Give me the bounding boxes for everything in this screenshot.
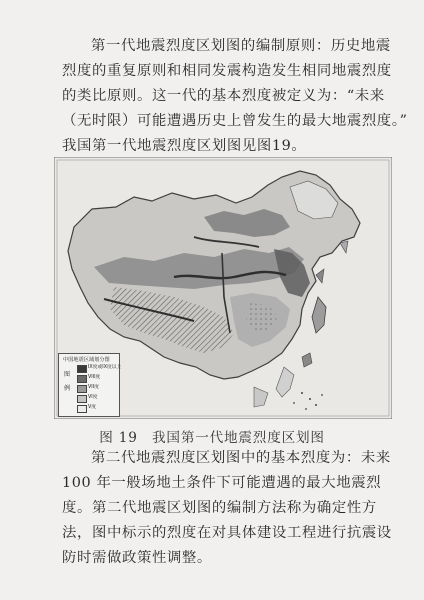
- legend-label: VII度: [88, 385, 99, 390]
- paragraph-1: [62, 34, 408, 159]
- legend-swatch: [77, 405, 87, 413]
- legend-label: IX度或IX度以上: [88, 365, 122, 370]
- paragraph-line: 度。第二代地震区划图的编制方法称为确定性方: [62, 500, 377, 516]
- legend-title: 中国地震区域划分图: [63, 357, 110, 363]
- legend-item: [77, 404, 117, 412]
- figure-caption: 图 19 我国第一代地震烈度区划图: [99, 430, 325, 446]
- paragraph-line: 我国第一代地震烈度区划图见图19。: [62, 138, 307, 154]
- paragraph-line: 法，图中标示的烈度在对具体建设工程进行抗震设: [62, 525, 392, 541]
- paragraph-line: 第二代地震烈度区划图中的基本烈度为：未来: [91, 450, 391, 466]
- legend-label: V度: [88, 405, 97, 410]
- legend-item: [77, 364, 122, 372]
- paragraph-2: [62, 446, 392, 571]
- legend-label: VI度: [88, 395, 98, 400]
- legend-side-char: 例: [64, 385, 71, 392]
- legend-swatch: [77, 365, 87, 373]
- legend-item: [77, 384, 117, 392]
- legend-swatch: [77, 395, 87, 403]
- legend-item: [77, 374, 117, 382]
- legend-label: VIII度: [88, 375, 101, 380]
- paragraph-line: 100 年一般场地土条件下可能遭遇的最大地震烈: [62, 475, 382, 491]
- paragraph-line: （无时限）可能遭遇历史上曾发生的最大地震烈度。”: [62, 113, 408, 129]
- paragraph-line: 防时需做政策性调整。: [62, 550, 212, 566]
- legend-swatch: [77, 385, 87, 393]
- paragraph-line: 的类比原则。这一代的基本烈度被定义为：“未来: [62, 88, 385, 104]
- legend-item: [77, 394, 117, 402]
- paragraph-line: 第一代地震烈度区划图的编制原则：历史地震: [91, 38, 391, 54]
- map-legend: [58, 353, 120, 417]
- paragraph-line: 烈度的重复原则和相同发震构造发生相同地震烈度: [62, 63, 392, 79]
- legend-swatch: [77, 375, 87, 383]
- legend-side-char: 图: [64, 371, 71, 378]
- legend-side-label: [64, 368, 72, 396]
